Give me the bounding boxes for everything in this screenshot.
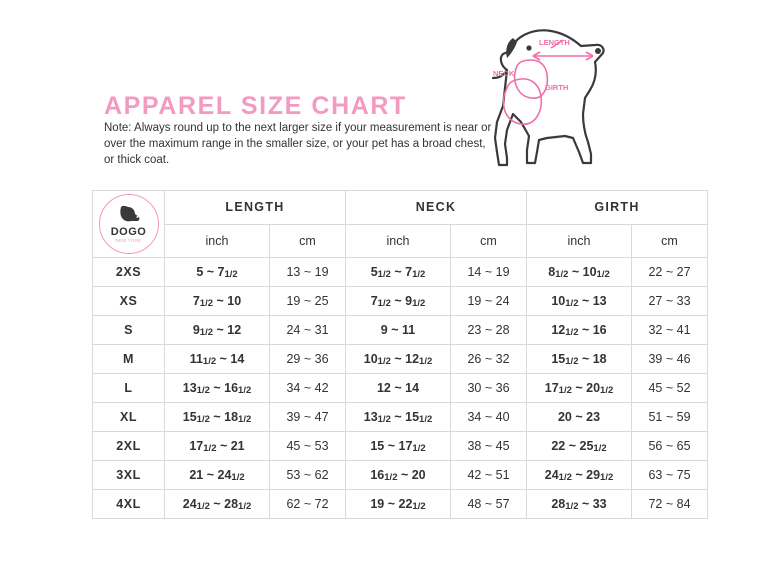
girth-inch-value: 151/2 ~ 18 — [527, 345, 632, 374]
unit-header-neck-inch: inch — [346, 224, 451, 258]
label-length: LENGTH — [539, 38, 570, 47]
neck-inch-value: 131/2 ~ 151/2 — [346, 403, 451, 432]
size-label: 2XL — [93, 432, 165, 461]
girth-cm-value: 27 ~ 33 — [632, 287, 708, 316]
size-label: XS — [93, 287, 165, 316]
girth-inch-value: 22 ~ 251/2 — [527, 432, 632, 461]
girth-inch-value: 281/2 ~ 33 — [527, 490, 632, 519]
dog-measurement-illustration — [455, 18, 715, 178]
length-cm-value: 53 ~ 62 — [270, 461, 346, 490]
girth-cm-value: 45 ~ 52 — [632, 374, 708, 403]
neck-inch-value: 101/2 ~ 121/2 — [346, 345, 451, 374]
girth-cm-value: 32 ~ 41 — [632, 316, 708, 345]
group-header-girth: GIRTH — [527, 191, 708, 225]
girth-inch-value: 20 ~ 23 — [527, 403, 632, 432]
unit-header-neck-cm: cm — [451, 224, 527, 258]
neck-cm-value: 48 ~ 57 — [451, 490, 527, 519]
length-inch-value: 21 ~ 241/2 — [165, 461, 270, 490]
girth-cm-value: 39 ~ 46 — [632, 345, 708, 374]
unit-header-girth-cm: cm — [632, 224, 708, 258]
neck-cm-value: 30 ~ 36 — [451, 374, 527, 403]
girth-inch-value: 121/2 ~ 16 — [527, 316, 632, 345]
table-header-units — [93, 224, 708, 258]
length-cm-value: 13 ~ 19 — [270, 258, 346, 287]
size-label: XL — [93, 403, 165, 432]
girth-cm-value: 63 ~ 75 — [632, 461, 708, 490]
table-row — [93, 287, 708, 316]
table-header-groups — [93, 191, 708, 225]
unit-header-length-cm: cm — [270, 224, 346, 258]
table-row — [93, 461, 708, 490]
size-label: 3XL — [93, 461, 165, 490]
size-label: S — [93, 316, 165, 345]
length-inch-value: 171/2 ~ 21 — [165, 432, 270, 461]
length-inch-value: 131/2 ~ 161/2 — [165, 374, 270, 403]
page-title: APPAREL SIZE CHART — [104, 92, 407, 120]
size-label: M — [93, 345, 165, 374]
table-row — [93, 403, 708, 432]
length-cm-value: 19 ~ 25 — [270, 287, 346, 316]
table-row — [93, 316, 708, 345]
length-cm-value: 29 ~ 36 — [270, 345, 346, 374]
neck-cm-value: 34 ~ 40 — [451, 403, 527, 432]
brand-name: DOGO — [110, 225, 147, 238]
length-inch-value: 111/2 ~ 14 — [165, 345, 270, 374]
neck-inch-value: 9 ~ 11 — [346, 316, 451, 345]
group-header-length: LENGTH — [165, 191, 346, 225]
neck-cm-value: 26 ~ 32 — [451, 345, 527, 374]
length-cm-value: 62 ~ 72 — [270, 490, 346, 519]
neck-cm-value: 23 ~ 28 — [451, 316, 527, 345]
neck-cm-value: 14 ~ 19 — [451, 258, 527, 287]
girth-inch-value: 171/2 ~ 201/2 — [527, 374, 632, 403]
length-inch-value: 71/2 ~ 10 — [165, 287, 270, 316]
length-cm-value: 45 ~ 53 — [270, 432, 346, 461]
size-label: L — [93, 374, 165, 403]
unit-header-length-inch: inch — [165, 224, 270, 258]
neck-cm-value: 19 ~ 24 — [451, 287, 527, 316]
girth-inch-value: 101/2 ~ 13 — [527, 287, 632, 316]
girth-cm-value: 72 ~ 84 — [632, 490, 708, 519]
dogo-logo-badge — [99, 194, 159, 254]
table-row — [93, 258, 708, 287]
neck-cm-value: 42 ~ 51 — [451, 461, 527, 490]
neck-inch-value: 51/2 ~ 71/2 — [346, 258, 451, 287]
length-cm-value: 34 ~ 42 — [270, 374, 346, 403]
neck-inch-value: 12 ~ 14 — [346, 374, 451, 403]
brand-tagline: NEW YORK — [115, 237, 142, 243]
length-cm-value: 39 ~ 47 — [270, 403, 346, 432]
label-neck: NECK — [493, 69, 515, 78]
sizing-note: Note: Always round up to the next larger size if your measurement is near or over the maximum range in the smaller size, or your pet has a broad chest, or thick coat. — [104, 122, 492, 166]
neck-inch-value: 15 ~ 171/2 — [346, 432, 451, 461]
length-inch-value: 91/2 ~ 12 — [165, 316, 270, 345]
size-chart-table — [92, 190, 708, 519]
table-row — [93, 432, 708, 461]
size-label: 2XS — [93, 258, 165, 287]
group-header-neck: NECK — [346, 191, 527, 225]
unit-header-girth-inch: inch — [527, 224, 632, 258]
girth-cm-value: 56 ~ 65 — [632, 432, 708, 461]
girth-inch-value: 81/2 ~ 101/2 — [527, 258, 632, 287]
label-girth: GIRTH — [545, 83, 569, 92]
size-label: 4XL — [93, 490, 165, 519]
table-row — [93, 490, 708, 519]
size-chart-body — [93, 258, 708, 519]
length-inch-value: 5 ~ 71/2 — [165, 258, 270, 287]
length-cm-value: 24 ~ 31 — [270, 316, 346, 345]
length-inch-value: 241/2 ~ 281/2 — [165, 490, 270, 519]
neck-cm-value: 38 ~ 45 — [451, 432, 527, 461]
girth-cm-value: 22 ~ 27 — [632, 258, 708, 287]
neck-inch-value: 161/2 ~ 20 — [346, 461, 451, 490]
dog-head-icon — [117, 205, 141, 225]
table-row — [93, 345, 708, 374]
girth-cm-value: 51 ~ 59 — [632, 403, 708, 432]
length-inch-value: 151/2 ~ 181/2 — [165, 403, 270, 432]
table-row — [93, 374, 708, 403]
girth-inch-value: 241/2 ~ 291/2 — [527, 461, 632, 490]
brand-logo-cell — [93, 191, 165, 258]
neck-inch-value: 19 ~ 221/2 — [346, 490, 451, 519]
neck-inch-value: 71/2 ~ 91/2 — [346, 287, 451, 316]
